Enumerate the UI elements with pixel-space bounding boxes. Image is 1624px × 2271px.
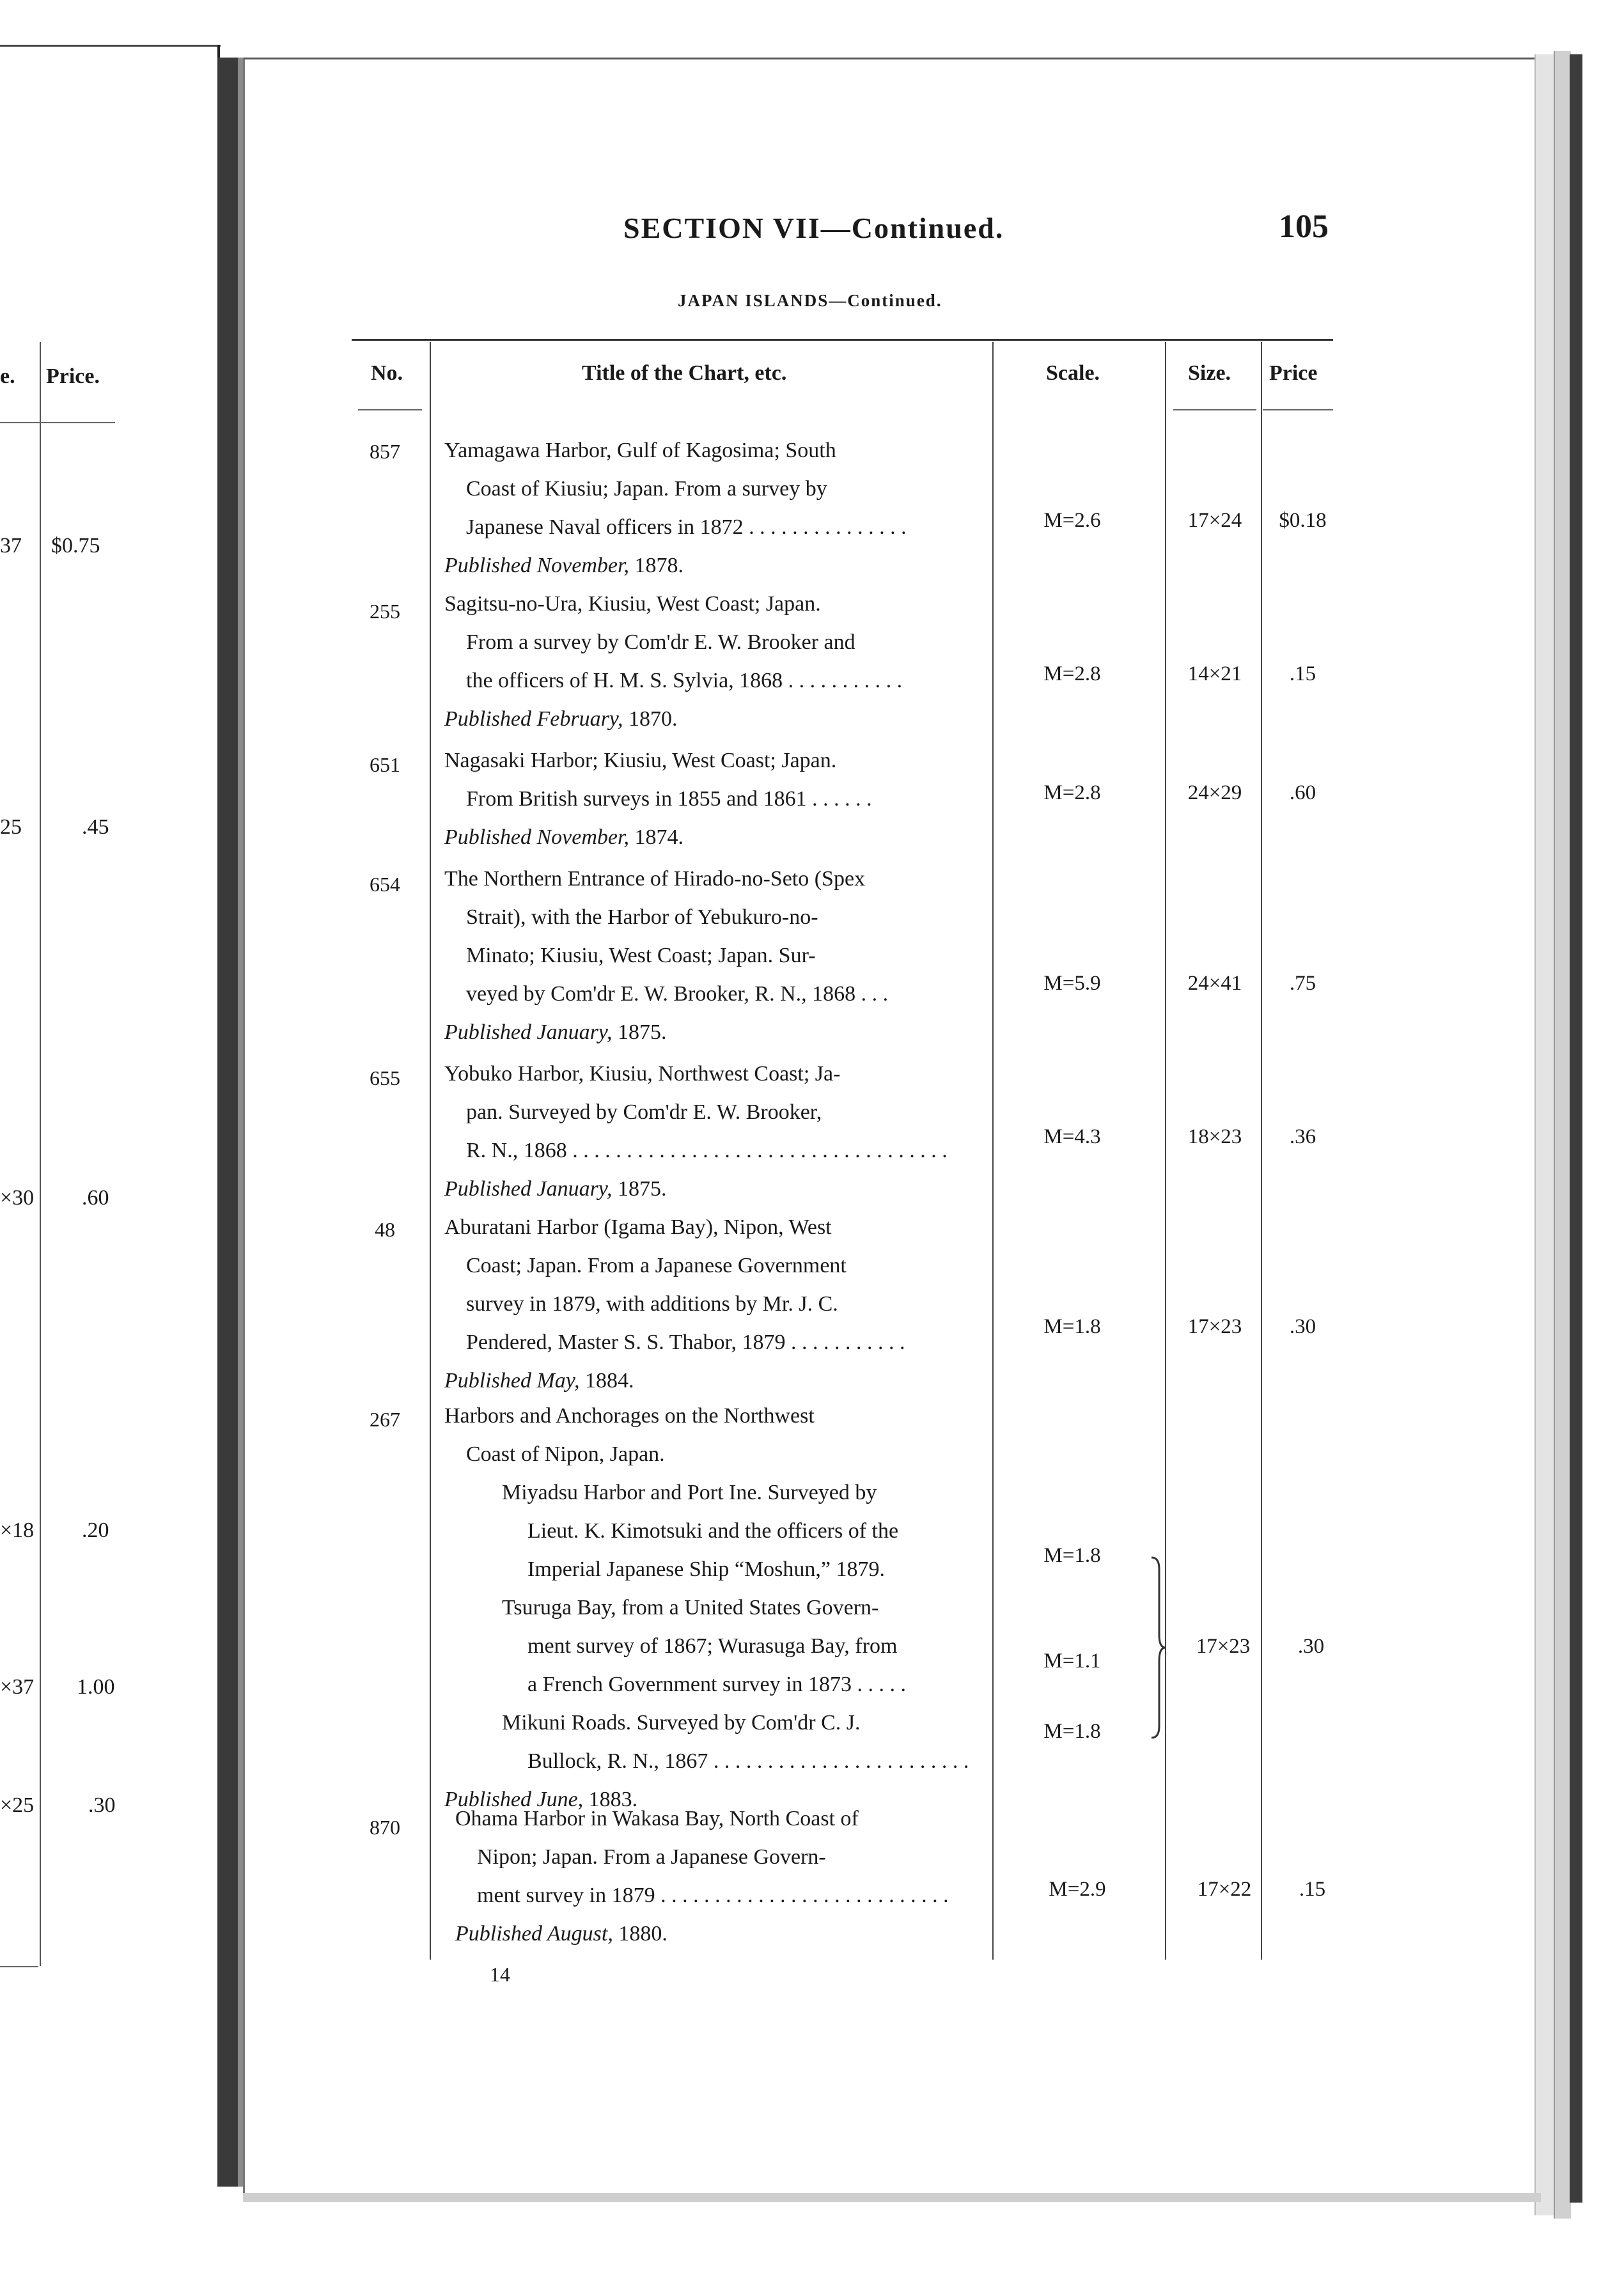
entry-line: pan. Surveyed by Com'dr E. W. Brooker, xyxy=(466,1100,822,1124)
scale-value: M=1.1 xyxy=(1043,1650,1101,1673)
binding-gutter xyxy=(217,58,238,2187)
entry-subline: Lieut. K. Kimotsuki and the officers of the xyxy=(527,1519,899,1543)
chart-entry xyxy=(444,1208,994,1400)
scale-value: M=2.6 xyxy=(1043,509,1101,532)
left-page-price-cell: 1.00 xyxy=(77,1675,115,1699)
publication-date xyxy=(444,818,994,857)
scale-value: M=1.8 xyxy=(1043,1720,1101,1743)
table-top-rule xyxy=(352,339,1333,341)
entry-line: Minato; Kiusiu, West Coast; Japan. Sur- xyxy=(466,944,816,967)
price-value: .36 xyxy=(1289,1125,1316,1148)
header-rule-no xyxy=(358,409,422,410)
entry-line: survey in 1879, with additions by Mr. J. C. xyxy=(466,1292,838,1316)
section-title: SECTION VII—Continued. xyxy=(623,212,1004,244)
entry-line: Nagasaki Harbor; Kiusiu, West Coast; Japan. xyxy=(444,749,837,772)
published-year: 1875. xyxy=(618,1020,667,1044)
entry-line: Yamagawa Harbor, Gulf of Kagosima; South xyxy=(444,439,836,462)
left-page-price-cell: .20 xyxy=(82,1518,109,1542)
entry-line: the officers of H. M. S. Sylvia, 1868 . . . . . . . . . . . xyxy=(466,669,903,692)
entry-line: Yobuko Harbor, Kiusiu, Northwest Coast; Ja- xyxy=(444,1062,841,1086)
price-value: .15 xyxy=(1289,662,1316,685)
page-number: 105 xyxy=(1279,208,1329,245)
page-stack-edge xyxy=(1554,51,1571,2219)
column-header-title: Title of the Chart, etc. xyxy=(582,361,787,385)
entry-line: Aburatani Harbor (Igama Bay), Nipon, West xyxy=(444,1215,832,1239)
chart-entry xyxy=(444,860,994,1052)
size-value: 24×29 xyxy=(1187,781,1242,804)
left-page-size-cell: ×18 xyxy=(0,1518,35,1542)
published-label: Published November, xyxy=(444,825,629,849)
page-stack-edge xyxy=(1534,54,1555,2215)
entry-line: Pendered, Master S. S. Thabor, 1879 . . . . . . . . . . . xyxy=(466,1331,905,1354)
left-page-size-cell: 25 xyxy=(0,815,22,839)
chart-entry xyxy=(444,742,994,857)
published-year: 1884. xyxy=(585,1369,634,1393)
chart-entry xyxy=(444,1055,994,1208)
published-year: 1870. xyxy=(629,707,678,731)
entry-line: From British surveys in 1855 and 1861 . . . . . . xyxy=(466,787,872,811)
entry-line: The Northern Entrance of Hirado-no-Seto (Spex xyxy=(444,867,866,891)
size-value: 17×23 xyxy=(1187,1315,1242,1338)
entry-line: Coast; Japan. From a Japanese Government xyxy=(466,1254,847,1277)
left-page-size-header: e. xyxy=(0,364,15,388)
size-value: 18×23 xyxy=(1187,1125,1242,1148)
published-year: 1880. xyxy=(618,1922,668,1946)
scale-value: M=2.8 xyxy=(1043,662,1101,685)
page-stack-edge-dark xyxy=(1570,54,1582,2203)
chart-number: 870 xyxy=(370,1816,400,1839)
chart-number: 651 xyxy=(370,753,400,776)
publication-date xyxy=(444,1170,994,1208)
size-value: 17×22 xyxy=(1197,1878,1252,1901)
entry-subline: ment survey of 1867; Wurasuga Bay, from xyxy=(527,1634,898,1658)
publication-date xyxy=(455,1915,1005,1953)
published-label: Published May, xyxy=(444,1369,580,1393)
left-page-sheet xyxy=(0,45,221,2157)
left-page-column-rule xyxy=(40,342,41,1966)
chart-number: 267 xyxy=(370,1408,400,1431)
published-label: Published January, xyxy=(444,1177,613,1201)
grouping-brace xyxy=(1149,1555,1168,1740)
price-value: $0.18 xyxy=(1279,509,1327,532)
column-header-scale: Scale. xyxy=(1046,361,1100,385)
publication-date xyxy=(444,700,994,738)
chart-entry xyxy=(444,585,994,738)
left-page-price-cell: .45 xyxy=(82,815,109,839)
scale-value: M=4.3 xyxy=(1043,1125,1101,1148)
entry-line: veyed by Com'dr E. W. Brooker, R. N., 1868 . . . xyxy=(466,982,889,1006)
left-page-price-cell: .30 xyxy=(88,1793,116,1817)
entry-line: R. N., 1868 . . . . . . . . . . . . . . . . . . . . . . . . . . . . . . . . . . . xyxy=(466,1139,948,1162)
entry-line: From a survey by Com'dr E. W. Brooker and xyxy=(466,630,855,654)
scale-value: M=5.9 xyxy=(1043,972,1101,995)
entry-line: Nipon; Japan. From a Japanese Govern- xyxy=(477,1845,826,1869)
scale-value: M=2.8 xyxy=(1043,781,1101,804)
entry-line: Japanese Naval officers in 1872 . . . . . . . . . . . . . . . xyxy=(466,515,907,539)
published-year: 1878. xyxy=(634,554,683,577)
published-label: Published November, xyxy=(444,554,629,577)
price-value: .30 xyxy=(1289,1315,1316,1338)
entry-subline: Miyadsu Harbor and Port Ine. Surveyed by xyxy=(502,1481,877,1504)
scale-value: M=1.8 xyxy=(1043,1315,1101,1338)
left-page-size-cell: ×25 xyxy=(0,1793,35,1817)
chart-entry xyxy=(444,1397,994,1819)
scale-value: M=2.9 xyxy=(1049,1878,1106,1901)
size-value: 17×24 xyxy=(1187,509,1242,532)
size-value: 14×21 xyxy=(1187,662,1242,685)
left-page-size-cell: 37 xyxy=(0,534,22,558)
entry-subline: Tsuruga Bay, from a United States Govern- xyxy=(502,1596,879,1619)
entry-line: Strait), with the Harbor of Yebukuro-no- xyxy=(466,905,818,929)
size-value: 24×41 xyxy=(1187,972,1242,995)
chart-number: 255 xyxy=(370,600,400,623)
chart-entry xyxy=(444,432,994,585)
left-page-header-rule xyxy=(0,422,115,423)
entry-line: Coast of Nipon, Japan. xyxy=(466,1442,665,1466)
entry-line: Sagitsu-no-Ura, Kiusiu, West Coast; Japan. xyxy=(444,592,821,616)
left-page-price-header: Price. xyxy=(46,364,100,388)
chart-number: 655 xyxy=(370,1066,400,1089)
entry-subline: Bullock, R. N., 1867 . . . . . . . . . . . . . . . . . . . . . . . . xyxy=(527,1749,969,1773)
price-value: .30 xyxy=(1297,1635,1325,1658)
column-header-no: No. xyxy=(371,361,403,385)
published-year: 1883. xyxy=(588,1788,638,1811)
chart-number: 654 xyxy=(370,873,400,896)
published-year: 1874. xyxy=(634,825,683,849)
header-rule-size xyxy=(1173,409,1256,410)
published-label: Published February, xyxy=(444,707,623,731)
header-rule-price xyxy=(1263,409,1333,410)
published-label: Published June, xyxy=(444,1788,584,1811)
publication-date xyxy=(444,1013,994,1052)
footer-signature: 14 xyxy=(490,1963,510,1986)
chart-entry xyxy=(455,1800,1005,1953)
entry-line: Ohama Harbor in Wakasa Bay, North Coast of xyxy=(455,1807,859,1830)
section-subtitle: JAPAN ISLANDS—Continued. xyxy=(678,291,942,310)
entry-line: ment survey in 1879 . . . . . . . . . . . . . . . . . . . . . . . . . . . xyxy=(477,1884,949,1907)
column-rule-size xyxy=(1261,342,1262,1960)
price-value: .15 xyxy=(1299,1878,1326,1901)
price-value: .75 xyxy=(1289,972,1316,995)
entry-line: Harbors and Anchorages on the Northwest xyxy=(444,1404,815,1428)
left-page-size-cell: ×37 xyxy=(0,1675,35,1699)
scale-value: M=1.8 xyxy=(1043,1544,1101,1567)
price-value: .60 xyxy=(1289,781,1316,804)
entry-subline: Imperial Japanese Ship “Moshun,” 1879. xyxy=(527,1557,885,1581)
published-year: 1875. xyxy=(618,1177,667,1201)
entry-subline: a French Government survey in 1873 . . . . . xyxy=(527,1673,907,1696)
size-value: 17×23 xyxy=(1196,1635,1251,1658)
entry-subline: Mikuni Roads. Surveyed by Com'dr C. J. xyxy=(502,1711,861,1735)
left-page-price-cell: .60 xyxy=(82,1186,109,1210)
entry-line: Coast of Kiusiu; Japan. From a survey by xyxy=(466,477,827,501)
left-page-bottom-rule xyxy=(0,1966,38,1967)
published-label: Published January, xyxy=(444,1020,613,1044)
publication-date xyxy=(444,1362,994,1400)
column-header-size: Size. xyxy=(1188,361,1231,385)
column-rule-no xyxy=(430,342,431,1960)
page-bottom-edge xyxy=(243,2193,1541,2202)
column-header-price: Price xyxy=(1269,361,1318,385)
chart-number: 48 xyxy=(375,1218,395,1241)
left-page-price-cell: $0.75 xyxy=(51,534,100,558)
publication-date xyxy=(444,547,994,585)
left-page-size-cell: ×30 xyxy=(0,1186,35,1210)
chart-number: 857 xyxy=(370,440,400,463)
published-label: Published August, xyxy=(455,1922,613,1946)
